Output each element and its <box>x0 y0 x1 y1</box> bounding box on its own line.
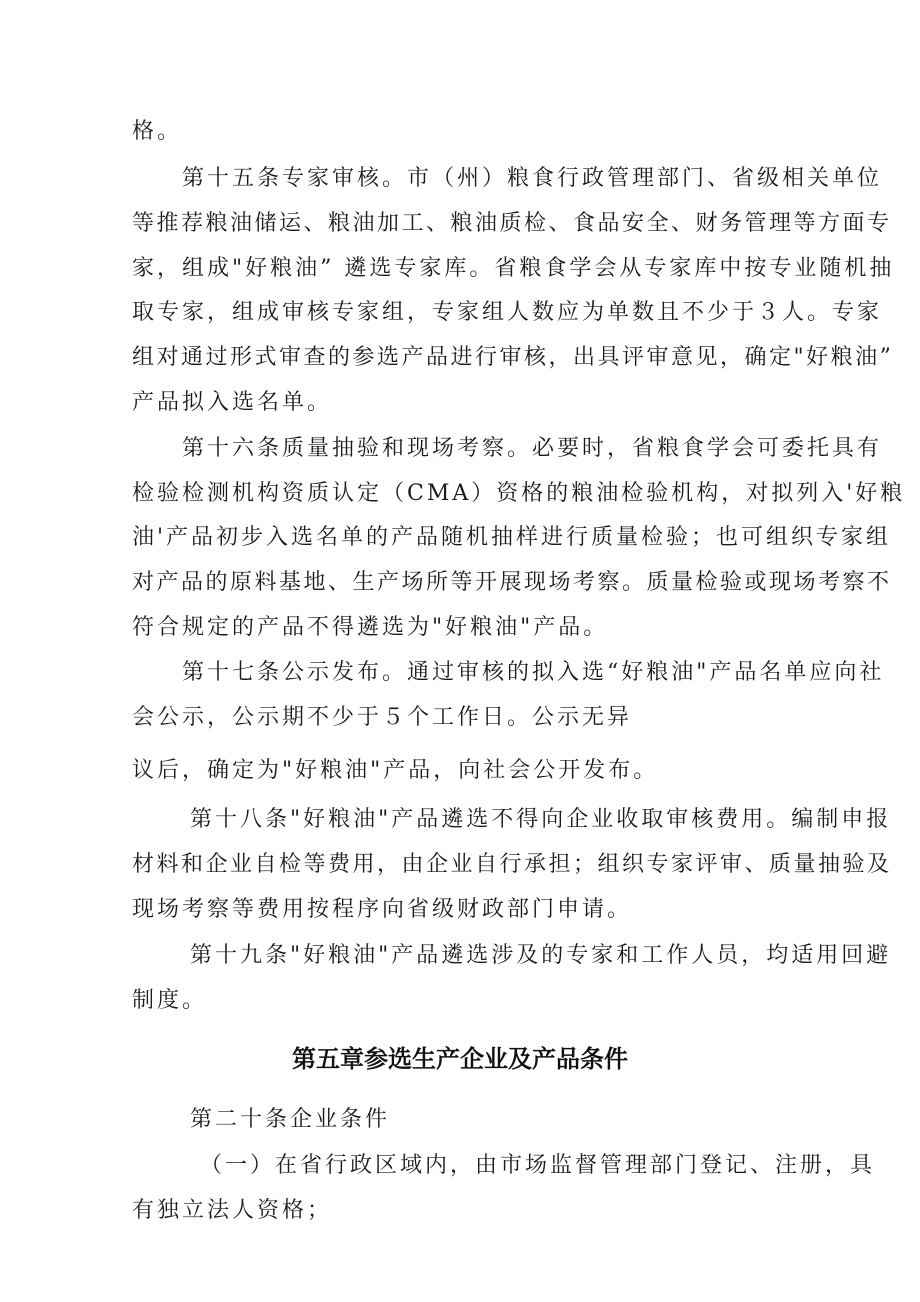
article-15-paragraph: 第十五条专家审核。市（州）粮食行政管理部门、省级相关单位 <box>182 166 883 191</box>
text-line: 等推荐粮油储运、粮油加工、粮油质检、食品安全、财务管理等方面专 <box>132 211 892 236</box>
text-line: 现场考察等费用按程序向省级财政部门申请。 <box>132 897 633 922</box>
chapter-heading: 第五章参选生产企业及产品条件 <box>292 1045 628 1073</box>
article-17-paragraph: 第十七条公示发布。通过审核的拟入选“好粮油"产品名单应向社 <box>182 660 885 685</box>
article-19-paragraph: 第十九条"好粮油"产品遴选涉及的专家和工作人员，均适用回避 <box>190 943 892 968</box>
text-line: 家，组成"好粮油” 遴选专家库。省粮食学会从专家库中按专业随机抽 <box>132 256 895 281</box>
text-line: 会公示，公示期不少于５个工作日。公示无异 <box>132 705 633 730</box>
article-18-paragraph: 第十八条"好粮油"产品遴选不得向企业收取审核费用。编制申报 <box>190 807 892 832</box>
text-line: 产品拟入选名单。 <box>132 390 333 415</box>
text-line: 组对通过形式审查的参选产品进行审核，出具评审意见，确定"好粮油” <box>132 345 894 370</box>
text-line: 符合规定的产品不得遴选为"好粮油"产品。 <box>132 615 609 640</box>
text-line: 油'产品初步入选名单的产品随机抽样进行质量检验；也可组织专家组 <box>132 525 892 550</box>
text-line: 对产品的原料基地、生产场所等开展现场考察。质量检验或现场考察不 <box>132 570 892 595</box>
text-line: 取专家，组成审核专家组，专家组人数应为单数且不少于３人。专家 <box>132 300 883 325</box>
text-line: 检验检测机构资质认定（CMA）资格的粮油检验机构，对拟列入'好粮 <box>132 481 906 506</box>
text-line: 有独立法人资格； <box>132 1198 333 1223</box>
article-16-paragraph: 第十六条质量抽验和现场考察。必要时，省粮食学会可委托具有 <box>182 436 883 461</box>
text-line: 材料和企业自检等费用，由企业自行承担；组织专家评审、质量抽验及 <box>132 852 892 877</box>
article-20-item-1: （一）在省行政区域内，由市场监督管理部门登记、注册，具 <box>200 1153 876 1178</box>
text-line: 制度。 <box>132 988 208 1013</box>
text-line: 议后，确定为"好粮油"产品，向社会公开发布。 <box>132 758 659 783</box>
text-line: 格。 <box>132 119 183 144</box>
article-20-heading: 第二十条企业条件 <box>190 1107 391 1132</box>
